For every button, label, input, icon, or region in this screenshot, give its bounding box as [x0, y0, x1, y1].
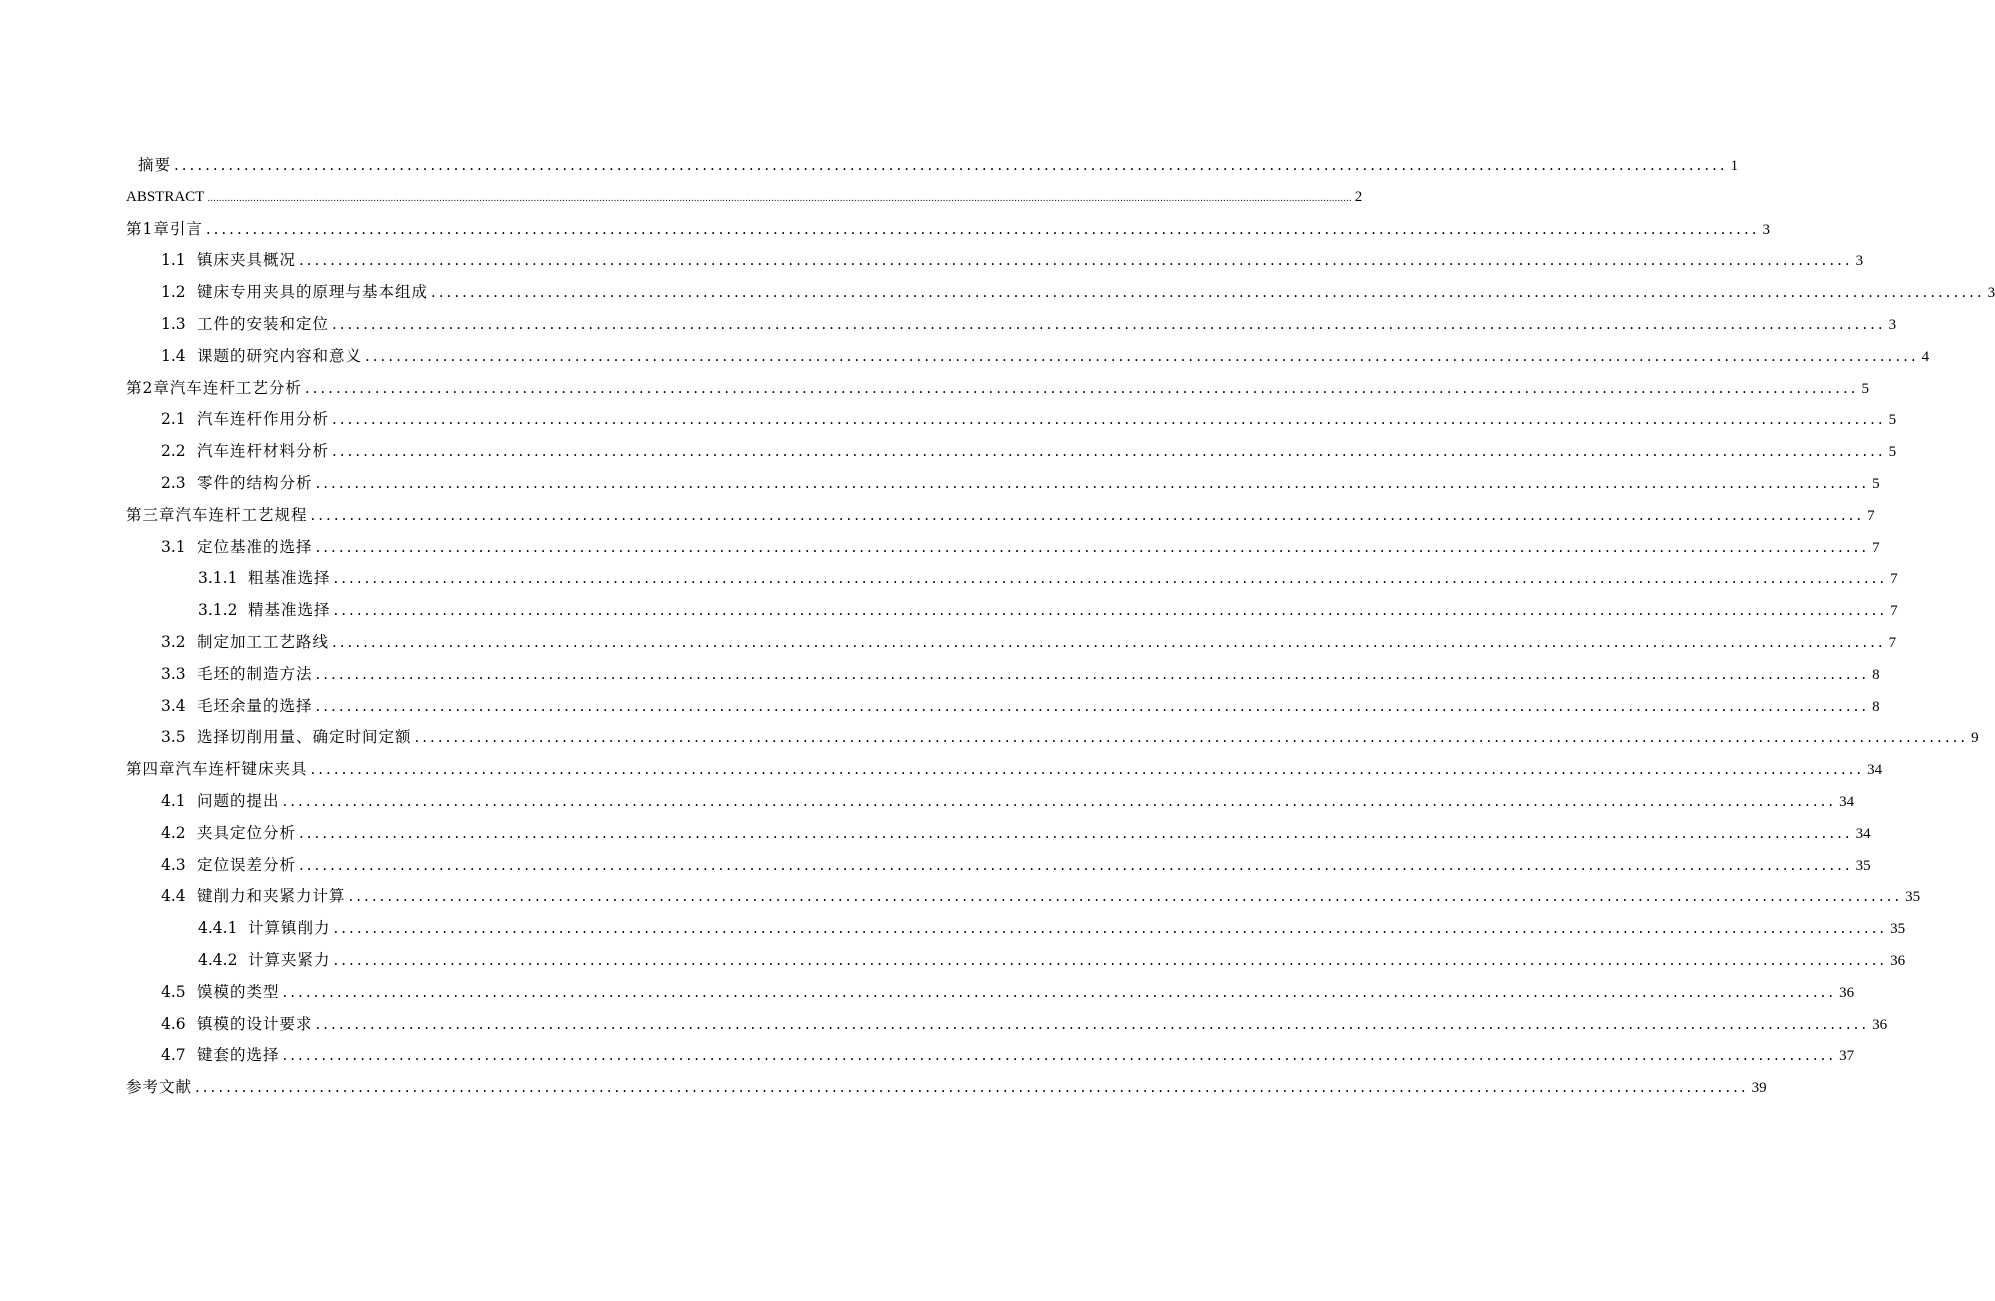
toc-entry-page: 36 — [1872, 1016, 1888, 1033]
toc-entry[interactable] — [126, 373, 1869, 405]
toc-entry-title: 镇模的设计要求 — [197, 1014, 313, 1033]
toc-entry-page: 36 — [1890, 952, 1906, 969]
toc-entry-number: 4.4.1 — [198, 919, 238, 938]
toc-entry-number: 1.2 — [161, 283, 186, 302]
toc-entry-number: 3.1.2 — [198, 601, 238, 620]
toc-entry-title: 第三章汽车连杆工艺规程 — [126, 505, 308, 524]
toc-entry-title: 课题的研究内容和意义 — [197, 346, 363, 365]
toc-dot-leader: ........................................................................................................................................................................................................ — [431, 283, 1985, 302]
toc-dot-leader: ........................................................................................................................................................................................................ — [315, 473, 1870, 492]
toc-entry[interactable] — [126, 1009, 1888, 1041]
toc-entry-page: 2 — [1354, 188, 1363, 205]
toc-entry-number: 4.3 — [161, 855, 186, 874]
toc-entry[interactable] — [126, 913, 1906, 945]
toc-entry-page: 3 — [1855, 253, 1864, 270]
toc-entry-page: 5 — [1861, 380, 1869, 397]
toc-entry-title: 汽车连杆作用分析 — [197, 410, 330, 429]
toc-dot-leader: ........................................................................................................................................................................................................ — [315, 696, 1870, 715]
toc-dot-leader: ........................................................................................................................................................................................................ — [333, 919, 1888, 938]
toc-entry-page: 3 — [1987, 285, 1995, 302]
toc-entry[interactable] — [126, 563, 1898, 595]
toc-entry-number: 4.6 — [161, 1014, 186, 1033]
toc-entry[interactable] — [126, 754, 1883, 786]
toc-dot-leader: ........................................................................................................................................................................................................ — [315, 664, 1870, 683]
toc-entry-title: 毛坯的制造方法 — [197, 664, 313, 683]
toc-entry[interactable] — [126, 436, 1897, 468]
toc-entry-page: 39 — [1751, 1080, 1767, 1097]
toc-entry-page: 37 — [1839, 1048, 1855, 1065]
toc-dot-leader: ........................................................................................................................................................................................................ — [333, 950, 1888, 969]
toc-dot-leader: ........................................................................................................................................................................................................ — [332, 314, 1886, 333]
toc-entry-title: 零件的结构分析 — [197, 473, 313, 492]
toc-entry[interactable] — [126, 595, 1898, 627]
toc-entry[interactable] — [126, 1040, 1855, 1072]
toc-dot-leader: ........................................................................................................................................................................................................ — [282, 791, 1837, 810]
toc-dot-leader: ........................................................................................................................................................................................................ — [348, 887, 1903, 906]
toc-entry[interactable] — [126, 850, 1871, 882]
toc-entry[interactable] — [126, 627, 1897, 659]
toc-entry-title: 夹具定位分析 — [197, 823, 297, 842]
toc-entry-number: 3.2 — [161, 632, 186, 651]
toc-entry-page: 35 — [1905, 889, 1921, 906]
toc-entry[interactable] — [126, 500, 1875, 532]
toc-entry-page: 3 — [1888, 316, 1897, 333]
toc-entry-page: 7 — [1890, 571, 1898, 588]
toc-entry-page: 3 — [1762, 221, 1770, 238]
toc-entry-title: 第2章汽车连杆工艺分析 — [126, 378, 302, 397]
toc-entry-page: 7 — [1888, 634, 1897, 651]
toc-entry-title: 键床专用夹具的原理与基本组成 — [197, 283, 429, 302]
toc-entry-number: 4.5 — [161, 982, 186, 1001]
toc-entry-page: 8 — [1872, 666, 1880, 683]
toc-dot-leader: ........................................................................................................................................................................................................ — [174, 156, 1728, 174]
toc-entry-title: ABSTRACT — [126, 188, 205, 205]
toc-entry-title: 定位误差分析 — [197, 855, 297, 874]
toc-dot-leader: ........................................................................................................................................................................................................ — [315, 537, 1870, 556]
toc-entry-title: 精基准选择 — [248, 601, 331, 620]
toc-dot-leader: ........................................................................................................................................................................................................ — [332, 442, 1886, 461]
toc-entry[interactable] — [126, 1072, 1767, 1104]
toc-entry-page: 34 — [1839, 793, 1855, 810]
toc-dot-leader: ........................................................................................................................................................................................................ — [299, 251, 1853, 270]
toc-entry-number: 4.4.2 — [198, 950, 238, 969]
toc-dot-leader: ........................................................................................................................................................................................................ — [332, 410, 1886, 429]
toc-dot-leader: ........................................................................................................................................................................................................ — [310, 760, 1865, 779]
toc-dot-leader: ........................................................................................................................................................................................................ — [310, 505, 1865, 524]
toc-entry-page: 5 — [1888, 444, 1897, 461]
toc-entry-title: 馍模的类型 — [197, 982, 280, 1001]
toc-entry[interactable] — [126, 659, 1880, 691]
toc-entry-title: 键削力和夹紧力计算 — [197, 887, 346, 906]
toc-entry[interactable] — [126, 341, 1930, 373]
toc-entry-page: 35 — [1855, 857, 1871, 874]
toc-entry[interactable] — [126, 691, 1880, 723]
toc-entry-number: 4.7 — [161, 1046, 186, 1065]
toc-entry-number: 2.3 — [161, 473, 186, 492]
toc-entry-page: 1 — [1730, 158, 1739, 174]
toc-dot-leader: ........................................................................................................................................................................................................ — [315, 1014, 1870, 1033]
toc-dot-leader: ........................................................................................................................................................................................................ — [333, 601, 1888, 620]
toc-entry[interactable] — [126, 214, 1770, 246]
toc-entry-title: 选择切削用量、确定时间定额 — [197, 728, 412, 747]
toc-entry-number: 1.4 — [161, 346, 186, 365]
toc-entry-number: 3.1 — [161, 537, 186, 556]
toc-dot-leader: ........................................................................................................................................................................................................ — [282, 982, 1837, 1001]
toc-entry-title: 制定加工工艺路线 — [197, 632, 330, 651]
toc-entry-title: 问题的提出 — [197, 791, 280, 810]
toc-entry[interactable] — [126, 532, 1880, 564]
toc-entry-title: 计算夹紧力 — [248, 950, 331, 969]
toc-entry-page: 7 — [1890, 603, 1898, 620]
toc-entry-number: 3.4 — [161, 696, 186, 715]
toc-entry-page: 4 — [1921, 348, 1930, 365]
toc-dot-leader: ........................................................................................................................................................................................................ — [365, 346, 1919, 365]
toc-entry[interactable] — [126, 245, 1864, 277]
toc-entry[interactable] — [126, 468, 1880, 500]
toc-entry-title: 第1章引言 — [126, 219, 203, 238]
toc-entry[interactable] — [126, 977, 1855, 1009]
toc-dot-leader: ........................................................................................................................................................................................................ — [205, 219, 1760, 238]
toc-entry[interactable] — [126, 786, 1855, 818]
toc-entry-title: 第四章汽车连杆键床夹具 — [126, 760, 308, 779]
toc-entry[interactable] — [126, 818, 1871, 850]
toc-entry-page: 35 — [1890, 921, 1906, 938]
toc-entry-title: 计算镇削力 — [248, 919, 331, 938]
toc-entry-page: 9 — [1971, 730, 1979, 747]
toc-entry-number: 3.5 — [161, 728, 186, 747]
toc-dot-leader: ........................................................................................................................................................................................................ — [304, 378, 1859, 397]
toc-dot-leader: ........................................................................................................................................................................................................ — [299, 855, 1853, 874]
toc-entry-number: 2.2 — [161, 442, 186, 461]
toc-entry-title: 键套的选择 — [197, 1046, 280, 1065]
toc-dot-leader: ........................................................................................................................................................................................................ — [332, 632, 1886, 651]
toc-entry-page: 34 — [1867, 762, 1883, 779]
toc-entry[interactable] — [126, 277, 1995, 309]
toc-entry-title: 摘要 — [138, 156, 172, 174]
toc-entry-page: 5 — [1872, 475, 1880, 492]
toc-entry-title: 粗基准选择 — [248, 569, 331, 588]
toc-entry-title: 定位基准的选择 — [197, 537, 313, 556]
toc-entry[interactable] — [126, 182, 1363, 214]
toc-entry-number: 1.3 — [161, 314, 186, 333]
toc-dot-leader: ........................................................................................................................................................................................................ — [299, 823, 1853, 842]
toc-entry[interactable] — [126, 881, 1921, 913]
toc-dot-leader: ........................................................................................................................................................................................................ — [414, 728, 1969, 747]
toc-entry[interactable] — [126, 309, 1897, 341]
toc-entry-number: 3.1.1 — [198, 569, 238, 588]
toc-dot-leader: ........................................................................................................................................................................................................ — [282, 1046, 1837, 1065]
toc-entry-number: 4.2 — [161, 823, 186, 842]
table-of-contents — [126, 150, 1995, 1104]
toc-entry-number: 3.3 — [161, 664, 186, 683]
toc-entry-title: 工件的安装和定位 — [197, 314, 330, 333]
toc-dot-leader: ........................................................................................................................................................................................................ — [195, 1078, 1749, 1097]
toc-entry-title: 参考文献 — [126, 1078, 193, 1097]
toc-entry[interactable] — [126, 722, 1979, 754]
toc-dot-leader: ........................................................................................................................................................................................................ — [333, 569, 1888, 588]
toc-entry-page: 8 — [1872, 698, 1880, 715]
toc-entry-page: 7 — [1867, 507, 1875, 524]
toc-entry[interactable] — [126, 150, 1739, 182]
toc-dot-leader: ................................................................................................................................................................................................................................................................................................................................................................................................................ — [207, 193, 1352, 204]
toc-entry-number: 4.1 — [161, 791, 186, 810]
toc-entry[interactable] — [126, 945, 1906, 977]
toc-entry-number: 4.4 — [161, 887, 186, 906]
toc-entry-title: 镇床夹具概况 — [197, 251, 297, 270]
toc-entry-page: 34 — [1855, 825, 1871, 842]
toc-entry-title: 汽车连杆材料分析 — [197, 442, 330, 461]
toc-entry-page: 36 — [1839, 984, 1855, 1001]
toc-entry-number: 2.1 — [161, 410, 186, 429]
toc-entry-page: 5 — [1888, 412, 1897, 429]
toc-entry[interactable] — [126, 404, 1897, 436]
toc-entry-page: 7 — [1872, 539, 1880, 556]
toc-entry-number: 1.1 — [161, 251, 186, 270]
toc-entry-title: 毛坯余量的选择 — [197, 696, 313, 715]
